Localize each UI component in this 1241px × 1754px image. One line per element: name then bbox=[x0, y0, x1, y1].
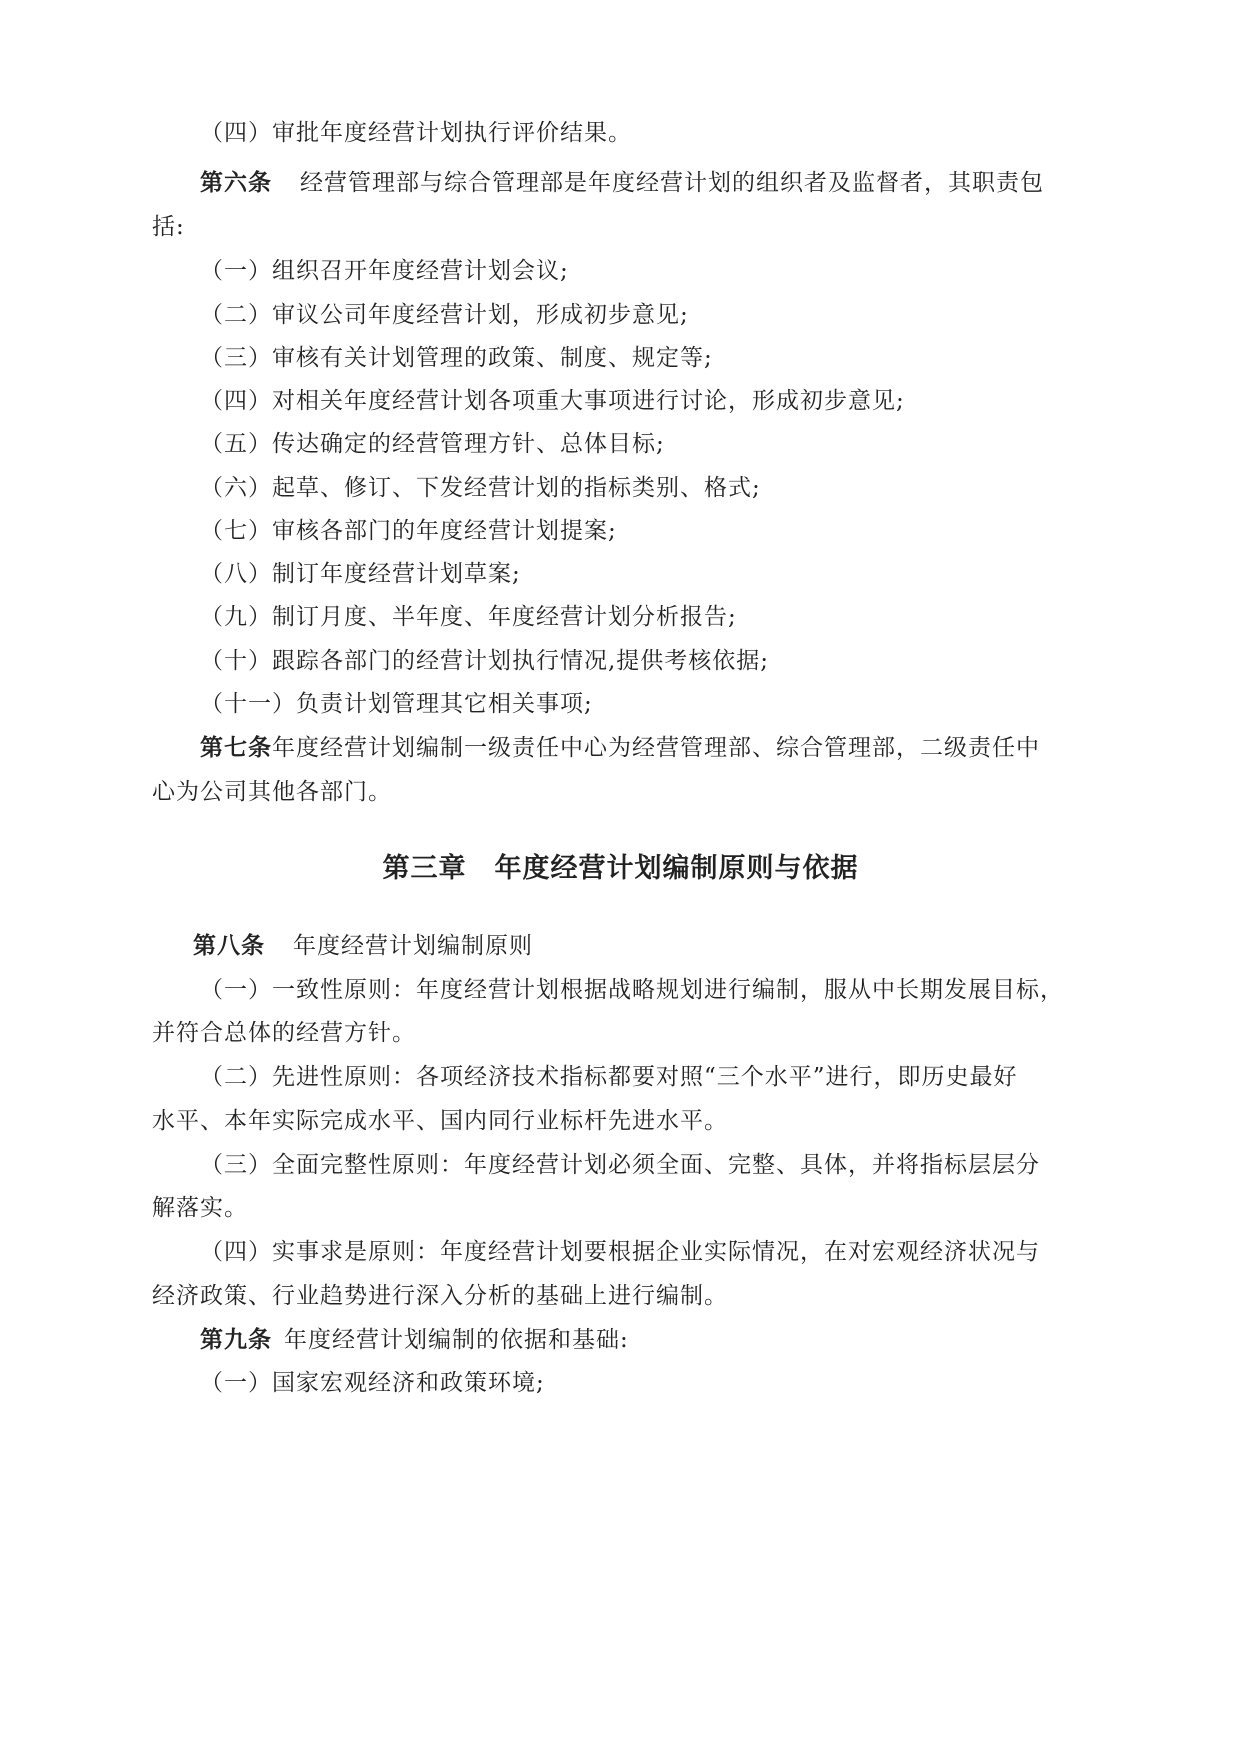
article-6-item-9: （九）制订月度、半年度、年度经营计划分析报告; bbox=[200, 604, 737, 630]
article-7-heading-line bbox=[200, 733, 1040, 763]
article-9-text: 年度经营计划编制的依据和基础: bbox=[284, 1327, 629, 1353]
article-8-principle-2: （二）先进性原则：各项经济技术指标都要对照“三个水平”进行，即历史最好 bbox=[200, 1064, 1018, 1090]
article-7-continuation: 心为公司其他各部门。 bbox=[152, 779, 392, 805]
article-6-label: 第六条 bbox=[200, 170, 272, 196]
article-9-item-1: （一）国家宏观经济和政策环境; bbox=[200, 1370, 545, 1396]
article-8-principle-3: （三）全面完整性原则：年度经营计划必须全面、完整、具体，并将指标层层分 bbox=[200, 1152, 1040, 1178]
article-8-heading-line bbox=[193, 931, 533, 961]
article-6-item-10: （十）跟踪各部门的经营计划执行情况,提供考核依据; bbox=[200, 648, 770, 674]
article-8-principle-1-cont: 并符合总体的经营方针。 bbox=[152, 1020, 416, 1046]
article-6-item-7: （七）审核各部门的年度经营计划提案; bbox=[200, 518, 617, 544]
chapter-3-title: 年度经营计划编制原则与依据 bbox=[494, 853, 859, 884]
article-8-principle-4: （四）实事求是原则：年度经营计划要根据企业实际情况，在对宏观经济状况与 bbox=[200, 1239, 1040, 1265]
article-6-item-2: （二）审议公司年度经营计划，形成初步意见; bbox=[200, 302, 689, 328]
article-6-item-6: （六）起草、修订、下发经营计划的指标类别、格式; bbox=[200, 475, 761, 501]
article-6-item-5: （五）传达确定的经营管理方针、总体目标; bbox=[200, 431, 665, 457]
chapter-3-number: 第三章 bbox=[382, 853, 467, 884]
article-9-heading-line bbox=[200, 1325, 629, 1355]
article-8-principle-3-cont: 解落实。 bbox=[152, 1195, 248, 1221]
article-6-continuation: 括: bbox=[152, 214, 185, 240]
article-6-item-11: （十一）负责计划管理其它相关事项; bbox=[200, 691, 593, 717]
article-6-item-8: （八）制订年度经营计划草案; bbox=[200, 561, 521, 587]
article-6-item-3: （三）审核有关计划管理的政策、制度、规定等; bbox=[200, 345, 713, 371]
article-9-label: 第九条 bbox=[200, 1327, 272, 1353]
article-8-principle-4-cont: 经济政策、行业趋势进行深入分析的基础上进行编制。 bbox=[152, 1283, 728, 1309]
article-8-principle-2-cont: 水平、本年实际完成水平、国内同行业标杆先进水平。 bbox=[152, 1108, 728, 1134]
article-7-label: 第七条 bbox=[200, 735, 272, 761]
article-6-heading-line bbox=[200, 168, 1044, 198]
article-8-principle-1: （一）一致性原则：年度经营计划根据战略规划进行编制，服从中长期发展目标， bbox=[200, 977, 1064, 1003]
article-8-text: 年度经营计划编制原则 bbox=[293, 933, 533, 959]
article-6-text: 经营管理部与综合管理部是年度经营计划的组织者及监督者，其职责包 bbox=[300, 170, 1044, 196]
article-8-label: 第八条 bbox=[193, 933, 265, 959]
paragraph-approve-evaluation: （四）审批年度经营计划执行评价结果。 bbox=[200, 120, 632, 146]
article-7-text: 年度经营计划编制一级责任中心为经营管理部、综合管理部，二级责任中 bbox=[272, 735, 1040, 761]
article-6-item-4: （四）对相关年度经营计划各项重大事项进行讨论，形成初步意见; bbox=[200, 388, 905, 414]
chapter-3-heading bbox=[0, 852, 1241, 886]
article-6-item-1: （一）组织召开年度经营计划会议; bbox=[200, 258, 569, 284]
